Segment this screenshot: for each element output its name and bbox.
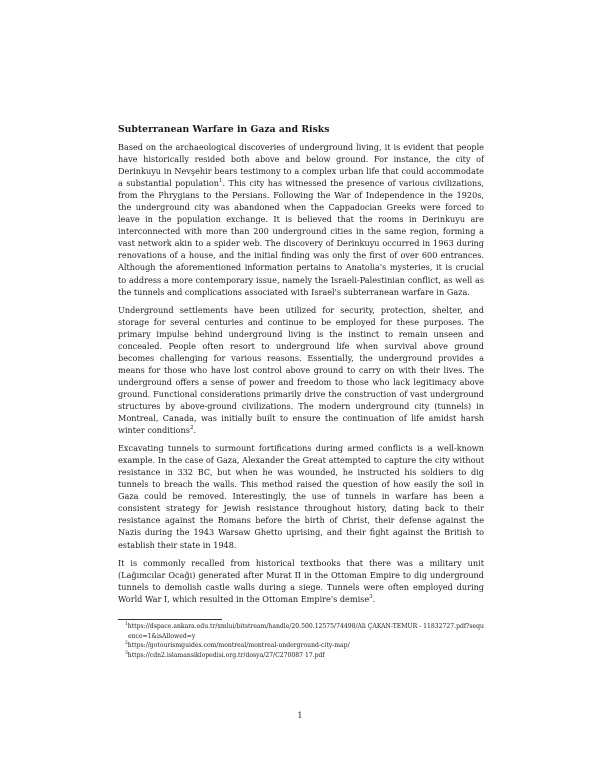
footnote-number: 3 [125, 650, 128, 656]
paragraph-text: Underground settlements have been utilized for security, protection, shelter, and storage for several centuries and continue to be employed for these purposes. The primary impulse behind underground living is the instinct to remain unseen and concealed. People often resort to underground life when survival above ground becomes challenging for various reasons. Essentially, the underground provides a means for those who have lost control above ground to carry on with their lives. The underground offers a sense of power and freedom to those who lack legitimacy above ground. Functional considerations primarily drive the construction of vast underground structures by above-ground civilizations. The modern underground city (tunnels) in Montreal, Canada, was initially built to ensure the continuation of life amidst harsh winter conditions [118, 304, 484, 436]
footnote-link[interactable]: https://cdn2.islamansiklopedisi.org.tr/dosya/27/C270087 17.pdf [127, 651, 325, 659]
footnote-link[interactable]: https://gotourismguides.com/montreal/montreal-underground-city-map/ [127, 642, 350, 650]
footnote-ref-1[interactable]: 1 [219, 178, 223, 185]
footnotes [118, 622, 484, 660]
footnote-3 [118, 651, 484, 661]
paragraph-tail: . This city has witnessed the presence of various civilizations, from the Phrygians to the Persians. Following the War of Independence in the 1920s, the underground city was abandoned when the Cappadocian Greeks were forced to leave in the population exchange. It is believed that the rooms in Derinkuyu are interconnected with more than 200 underground cities in the same region, forming a vast network akin to a spider web. The discovery of Derinkuyu occurred in 1963 during renovations of a house, and the initial finding was only the first of over 600 entrances. Although the aforementioned information pertains to Anatolia's mysteries, it is crucial to address a more contemporary issue, namely the Israeli-Palestinian conflict, as well as the tunnels and complications associated with Israel's subterranean warfare in Gaza. [118, 178, 484, 297]
paragraph-tail: . [372, 593, 376, 604]
page-number: 1 [297, 710, 303, 720]
section-title: Subterranean Warfare in Gaza and Risks [118, 124, 330, 135]
footnote-2 [118, 641, 484, 651]
paragraph-text: It is commonly recalled from historical textbooks that there was a military unit (Lağımcılar Ocağı) generated after Murat II in the Ottoman Empire to dig underground tunnels to demolish castle walls during a siege. Tunnels were often employed during World War I, which resulted in the Ottoman Empire's demise [118, 557, 484, 604]
page-body [118, 124, 484, 611]
paragraph-4 [118, 557, 484, 605]
footnote-number: 1 [125, 622, 128, 627]
footnote-ref-2[interactable]: 2 [189, 425, 194, 432]
paragraph-tail: . [193, 425, 197, 436]
paragraph-1 [118, 141, 484, 298]
footnote-link[interactable]: https://dspace.ankara.edu.tr/xmlui/bitstream/handle/20.500.12575/74498/Ali ÇAKAN-TEMUR - 11832727.pdf?sequence=1&isAllowed=y [127, 623, 484, 640]
footnote-1 [118, 622, 484, 641]
footnote-number: 2 [125, 641, 128, 647]
paragraph-text: Excavating tunnels to surmount fortifications during armed conflicts is a well-known example. In the case of Gaza, Alexander the Great attempted to capture the city without resistance in 332 BC, but when he was wounded, he instructed his soldiers to dig tunnels to breach the walls. This method raised the question of how easily the soil in Gaza could be removed. Interestingly, the use of tunnels in warfare has been a consistent strategy for Jewish resistance throughout history, dating back to their resistance against the Romans before the birth of Christ, their defense against the Nazis during the 1943 Warsaw Ghetto uprising, and their fight against the British to establish their state in 1948. [118, 443, 484, 550]
footnote-ref-3[interactable]: 3 [369, 593, 373, 600]
paragraph-2 [118, 304, 484, 437]
paragraph-text: Based on the archaeological discoveries of underground living, it is evident that people have historically resided both above and below ground. For instance, the city of Derinkuyu in Nevşehir bears testimony to a complex urban life that could accommodate a substantial population [118, 142, 484, 189]
paragraph-3 [118, 442, 484, 550]
footnote-divider [118, 619, 222, 620]
